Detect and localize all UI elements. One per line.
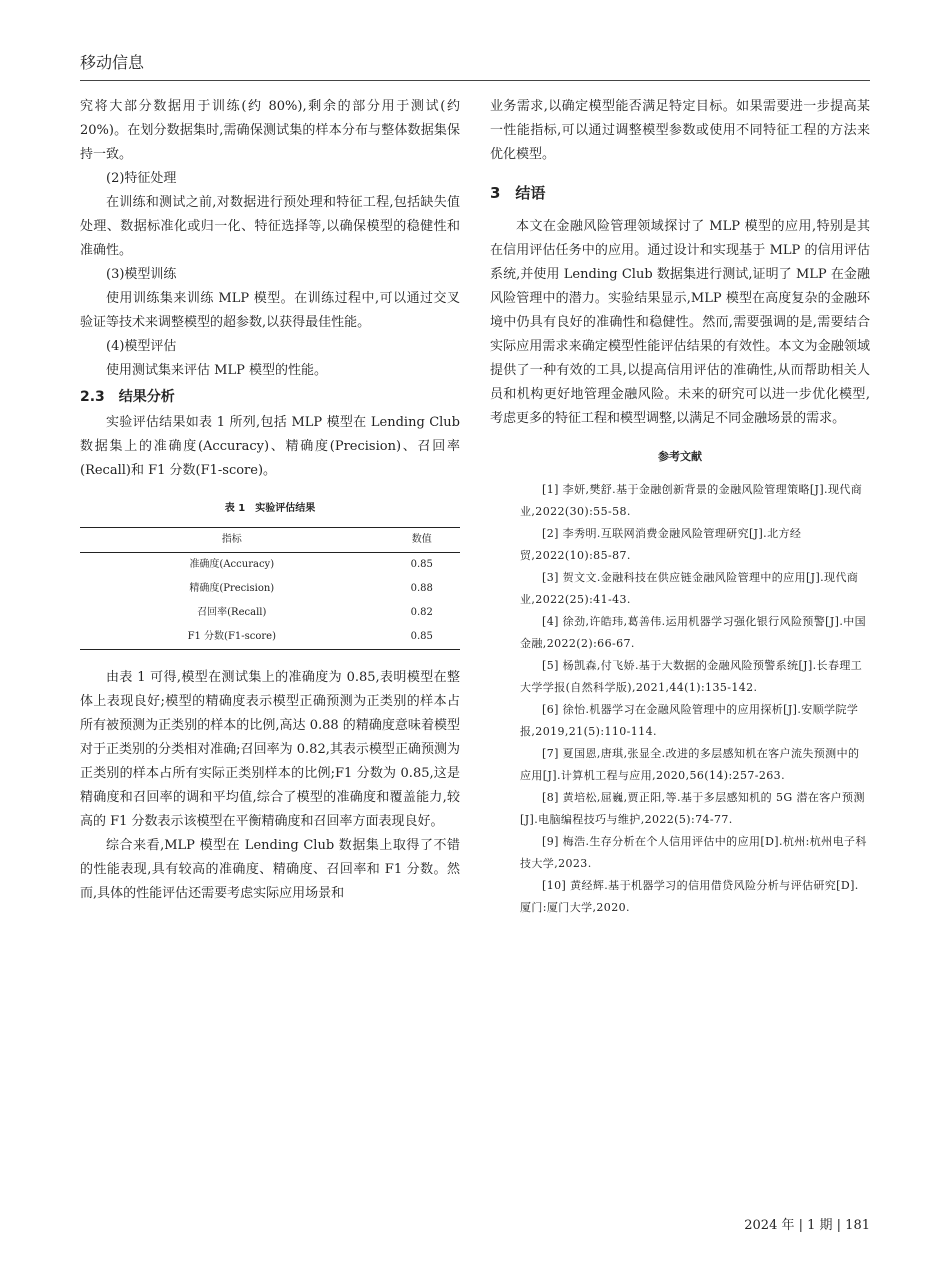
table-row: [80, 577, 460, 601]
table-row: [80, 625, 460, 650]
analysis-paragraph-2: 综合来看,MLP 模型在 Lending Club 数据集上取得了不错的性能表现,具有较高的准确度、精确度、召回率和 F1 分数。然而,具体的性能评估还需要考虑实际应用场景和: [80, 838, 460, 901]
intro-paragraph: 究将大部分数据用于训练(约 80%),剩余的部分用于测试(约 20%)。在划分数据集时,需确保测试集的样本分布与整体数据集保持一致。: [80, 99, 460, 162]
page-footer: 2024 年 | 1 期 | 181: [744, 1218, 870, 1233]
step3-text: 使用训练集来训练 MLP 模型。在训练过程中,可以通过交叉验证等技术来调整模型的超参数,以获得最佳性能。: [80, 291, 460, 330]
table-row: [80, 601, 460, 625]
table-cell-value: 0.82: [410, 607, 433, 618]
analysis-paragraph-1: 由表 1 可得,模型在测试集上的准确度为 0.85,表明模型在整体上表现良好;模型的精确度表示模型正确预测为正类别的样本占所有被预测为正类别的样本的比例,高达 0.88 的精确度意味着模型对于正类别的分类相对准确;召回率为 0.82,其表示模型正确预测为正类别的样本占所有实际正类别样本的比例;F1 分数为 0.85,这是精确度和召回率的调和平均值,综合了模型的准确度和覆盖能力,较高的 F1 分数表示该模型在平衡精确度和召回率方面表现良好。: [80, 670, 460, 829]
table-row: [80, 553, 460, 578]
step3-title: (3)模型训练: [106, 267, 177, 282]
reference-item: [2] 李秀明.互联网消费金融风险管理研究[J].北方经贸,2022(10):85-87.: [520, 527, 802, 562]
reference-item: [1] 李妍,樊舒.基于金融创新背景的金融风险管理策略[J].现代商业,2022(30):55-58.: [520, 483, 863, 518]
reference-item: [5] 杨凯森,付飞娇.基于大数据的金融风险预警系统[J].长春理工大学学报(自然科学版),2021,44(1):135-142.: [520, 659, 863, 694]
table-header-row: [80, 528, 460, 553]
table-header-metric: 指标: [221, 534, 242, 545]
conclusion-paragraph: 本文在金融风险管理领域探讨了 MLP 模型的应用,特别是其在信用评估任务中的应用。通过设计和实现基于 MLP 的信用评估系统,并使用 Lending Club 数据集进行测试,证明了 MLP 在金融风险管理中的潜力。实验结果显示,MLP 模型在高度复杂的金融环境中仍具有良好的准确性和稳健性。然而,需要强调的是,需要结合实际应用需求来确定模型性能评估结果的有效性。本文为金融领域提供了一种有效的工具,以提高信用评估的准确性,从而帮助相关人员和机构更好地管理金融风险。未来的研究可以进一步优化模型,考虑更多的特征工程和模型调整,以满足不同金融场景的需求。: [490, 219, 870, 426]
reference-item: [8] 黄培松,屈巍,贾正阳,等.基于多层感知机的 5G 潜在客户预测[J].电脑编程技巧与维护,2022(5):74-77.: [520, 791, 865, 826]
reference-item: [7] 夏国恩,唐琪,张显全.改进的多层感知机在客户流失预测中的应用[J].计算机工程与应用,2020,56(14):257-263.: [520, 747, 860, 782]
results-table: [80, 527, 460, 650]
table-cell-value: 0.85: [410, 559, 433, 570]
table-cell-metric: 准确度(Accuracy): [189, 559, 275, 570]
step4-text: 使用测试集来评估 MLP 模型的性能。: [106, 363, 327, 378]
table-cell-value: 0.88: [410, 583, 433, 594]
journal-name: 移动信息: [80, 53, 145, 72]
table-cell-value: 0.85: [410, 631, 433, 642]
references-list: [490, 479, 870, 919]
continuation-paragraph: 业务需求,以确定模型能否满足特定目标。如果需要进一步提高某一性能指标,可以通过调整模型参数或使用不同特征工程的方法来优化模型。: [490, 99, 870, 162]
section-3-heading: 3 结语: [490, 184, 546, 202]
reference-item: [6] 徐怡.机器学习在金融风险管理中的应用探析[J].安顺学院学报,2019,21(5):110-114.: [520, 703, 859, 738]
step4-title: (4)模型评估: [106, 339, 177, 354]
step2-title: (2)特征处理: [106, 171, 177, 186]
reference-item: [10] 黄经辉.基于机器学习的信用借贷风险分析与评估研究[D].厦门:厦门大学,2020.: [520, 879, 859, 914]
references-heading: 参考文献: [658, 450, 702, 463]
right-column: [490, 95, 870, 919]
section-2-3-heading: 2.3 结果分析: [80, 389, 175, 405]
step2-text: 在训练和测试之前,对数据进行预处理和特征工程,包括缺失值处理、数据标准化或归一化、特征选择等,以确保模型的稳健性和准确性。: [80, 195, 460, 258]
table-caption: 表 1 实验评估结果: [224, 503, 316, 514]
header-rule: [80, 80, 870, 81]
section-2-3-text: 实验评估结果如表 1 所列,包括 MLP 模型在 Lending Club 数据集上的准确度(Accuracy)、精确度(Precision)、召回率(Recall)和 F1 分数(F1-score)。: [80, 415, 460, 478]
table-cell-metric: F1 分数(F1-score): [187, 631, 276, 642]
reference-item: [4] 徐劲,许皓玮,葛善伟.运用机器学习强化银行风险预警[J].中国金融,2022(2):66-67.: [520, 615, 867, 650]
table-header-value: 数值: [411, 534, 432, 545]
left-column: [80, 95, 460, 906]
reference-item: [9] 梅浩.生存分析在个人信用评估中的应用[D].杭州:杭州电子科技大学,2023.: [520, 835, 867, 870]
table-cell-metric: 召回率(Recall): [197, 607, 267, 618]
reference-item: [3] 贺文文.金融科技在供应链金融风险管理中的应用[J].现代商业,2022(25):41-43.: [520, 571, 859, 606]
table-cell-metric: 精确度(Precision): [189, 583, 275, 594]
